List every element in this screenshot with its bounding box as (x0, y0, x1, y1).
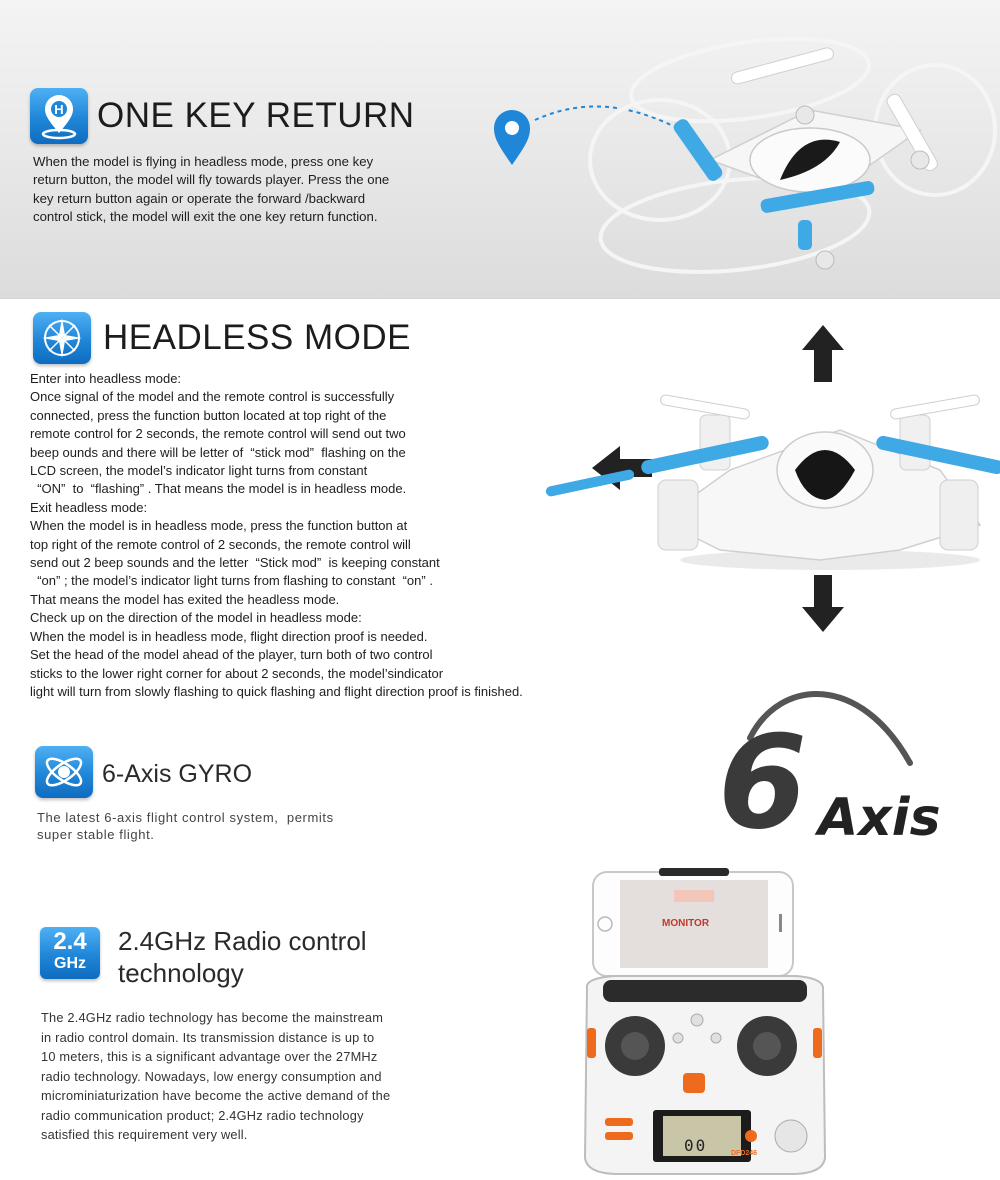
blue-map-pin-icon (494, 110, 530, 165)
phone-screen-label: MONITOR (662, 918, 710, 929)
arrow-down-icon (802, 575, 844, 632)
svg-text:H: H (54, 102, 64, 117)
radio-title-line2: technology (118, 958, 244, 988)
drone-direction-image (540, 320, 1000, 640)
ghz-badge-icon (40, 927, 100, 979)
ghz-badge-top: 2.4 (53, 928, 87, 955)
gyro-body: The latest 6-axis flight control system, permits super stable flight. (37, 810, 334, 842)
headless-mode-body: Enter into headless mode: Once signal of the model and the remote control is successfully connected, press the function button located at top right of the remote control for 2 seconds, the remote control will send out two beep ounds and there will be letter of “stick mod” flashing on the LCD screen, the model’s indicator light turns from constant “ON” to “flashing” . That means the model is in headless mode. Exit headless mode: When the model is in headless mode, press the function button at top right of the remote control of 2 seconds, the remote control will send out 2 beep sounds and the letter “Stick mod” is keeping constant “on” ; the model’s indicator light turns from flashing to constant “on” . That means the model has exited the headless mode. Check up on the direction of the model in headless mode: When the model is in headless mode, flight direction proof is needed. Set the head of the model ahead of the player, turn both of two control sticks to the lower right corner for about 2 seconds, the model’sindicator light will turn from slowly flashing to quick flashing and flight direction proof is finished. (30, 371, 523, 699)
ghz-badge-bottom: GHz (54, 955, 86, 972)
gyro-title: 6-Axis GYRO (102, 760, 253, 788)
one-key-return-title: ONE KEY RETURN (97, 96, 415, 135)
gyro-icon (35, 746, 93, 798)
radio-title-line1: 2.4GHz Radio control (118, 926, 367, 956)
remote-controller-image (575, 868, 835, 1180)
six-axis-number: 6 (718, 709, 808, 858)
location-pin-icon (30, 88, 88, 144)
one-key-return-body: When the model is flying in headless mode, press one key return button, the model will fly towards player. Press the one key return button again or operate the forward /backward control stick, the model will exit the one key return function. (33, 154, 390, 225)
arrow-up-icon (802, 325, 844, 382)
lcd-display-value: 00 (684, 1136, 708, 1155)
six-axis-word: Axis (818, 788, 941, 848)
compass-icon (33, 312, 91, 364)
headless-mode-title: HEADLESS MODE (103, 318, 411, 357)
drone-image-top (480, 20, 1000, 280)
controller-model-label: DFD246 (731, 1150, 758, 1157)
radio-body: The 2.4GHz radio technology has become the mainstream in radio control domain. Its transmission distance is up to 10 meters, this is a significant advantage over the 27MHz radio technology. Nowadays, low energy consumption and microminiaturization have become the active demand of the radio communication product; 2.4GHz radio technology satisfied this requirement very well. (41, 1010, 391, 1142)
